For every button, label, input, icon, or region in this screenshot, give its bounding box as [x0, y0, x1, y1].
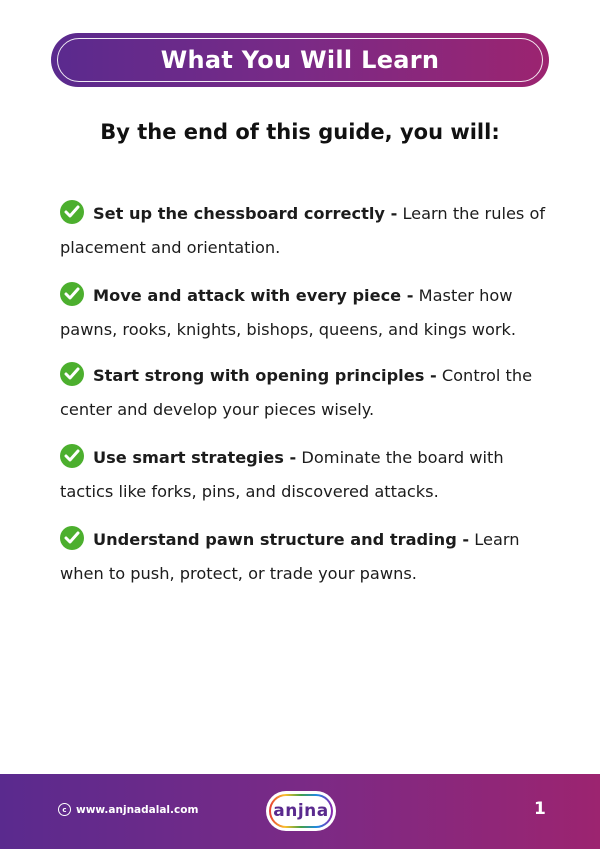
learning-list [60, 197, 550, 605]
logo-text: anjna [273, 801, 329, 821]
page-number: 1 [534, 799, 546, 819]
title-banner [51, 33, 549, 87]
list-item-title: Use smart strategies - [93, 448, 297, 467]
page-footer [0, 774, 600, 849]
list-item [60, 441, 550, 509]
copyright-icon: c [58, 803, 71, 816]
check-circle-icon [60, 282, 84, 306]
list-item [60, 197, 550, 265]
website-link[interactable]: www.anjnadalal.com [76, 803, 199, 816]
list-item-text: Dominate the board with tactics like forks, pins, and discovered attacks. [60, 448, 504, 501]
list-item-text: Learn the rules of placement and orientation. [60, 204, 546, 257]
list-item-title: Understand pawn structure and trading - [93, 530, 470, 549]
check-circle-icon [60, 362, 84, 386]
list-item-title: Set up the chessboard correctly - [93, 204, 398, 223]
check-circle-icon [60, 444, 84, 468]
title-banner-border [57, 38, 543, 82]
list-item [60, 359, 550, 427]
page-title: What You Will Learn [160, 46, 440, 74]
check-circle-icon [60, 526, 84, 550]
list-item [60, 279, 550, 347]
list-item-text: Master how pawns, rooks, knights, bishops, queens, and kings work. [60, 286, 517, 339]
list-item-title: Start strong with opening principles - [93, 366, 437, 385]
check-circle-icon [60, 200, 84, 224]
list-item-text: Learn when to push, protect, or trade your pawns. [60, 530, 520, 583]
list-item-text: Control the center and develop your pieces wisely. [60, 366, 533, 419]
anjna-logo [266, 791, 336, 831]
intro-heading: By the end of this guide, you will: [100, 120, 500, 144]
list-item [60, 523, 550, 591]
footer-website [58, 803, 198, 816]
list-item-title: Move and attack with every piece - [93, 286, 414, 305]
